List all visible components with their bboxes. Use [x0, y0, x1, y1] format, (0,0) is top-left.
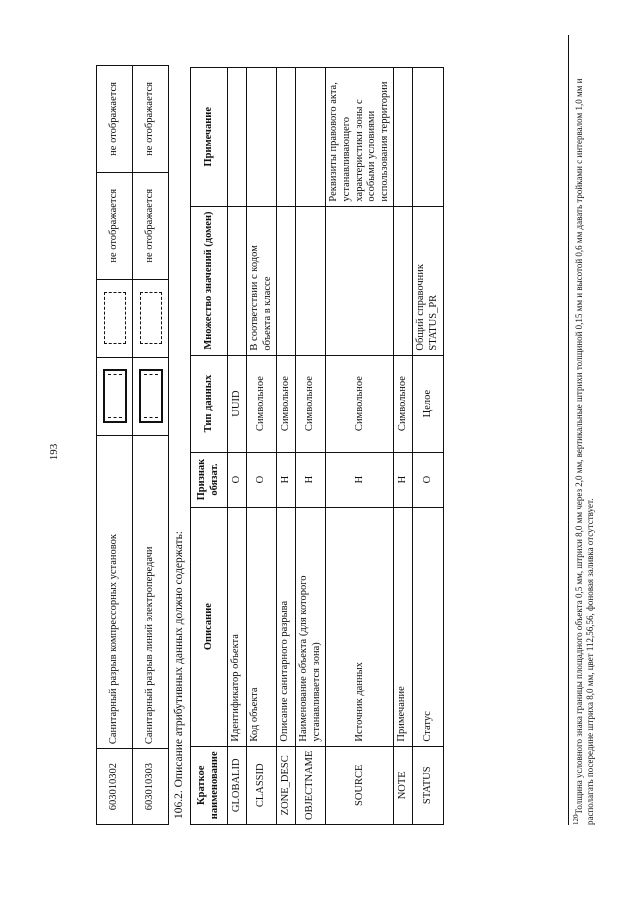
boundary-symbol-icon [139, 369, 163, 423]
attr-domain [228, 206, 247, 355]
attr-domain [296, 206, 326, 355]
attr-type: Символьное [296, 355, 326, 452]
table-header-row [191, 68, 228, 825]
attr-short-name: GLOBALID [228, 746, 247, 824]
attr-required: Н [326, 452, 394, 507]
attr-note [277, 68, 296, 207]
attr-domain [277, 206, 296, 355]
attr-description: Идентификатор объекта [228, 507, 247, 746]
attr-description: Код объекта [247, 507, 277, 746]
boundary-symbol-icon [103, 369, 127, 423]
zone-name: Санитарный разрыв компрессорных установок [97, 435, 133, 748]
footnote [572, 35, 597, 825]
attr-required: О [413, 452, 443, 507]
attr-domain [394, 206, 413, 355]
boundary-symbol-icon [140, 292, 162, 344]
attr-short-name: SOURCE [326, 746, 394, 824]
table-row [394, 68, 413, 825]
table-row [326, 68, 394, 825]
display-cell: не отображается [133, 66, 169, 173]
display-cell: не отображается [133, 172, 169, 279]
attr-type: Символьное [394, 355, 413, 452]
zone-symbol-cell [97, 357, 133, 435]
footnote-divider [568, 35, 569, 825]
attr-note [247, 68, 277, 207]
attr-required: Н [277, 452, 296, 507]
attr-short-name: CLASSID [247, 746, 277, 824]
attr-domain: В соответствии с кодом объекта в классе [247, 206, 277, 355]
display-cell: не отображается [97, 66, 133, 173]
attr-description: Примечание [394, 507, 413, 746]
attr-required: О [247, 452, 277, 507]
column-header: Признак обязат. [191, 452, 228, 507]
attr-description: Описание санитарного разрыва [277, 507, 296, 746]
footnote-text: Толщина условного знака границы площадного объекта 0,5 мм, штрихи 8,0 мм через 2,0 мм, вертикальные штрихи толщиной 0,15 мм и высотой 0,6 мм давать тройками с интервалом 1,0 мм и располагать посередине штриха 8,0 мм, цвет 112,56,56, фоновая заливка отсутствует. [574, 78, 596, 825]
attr-type: Символьное [326, 355, 394, 452]
zone-symbol-cell [97, 279, 133, 357]
attr-type: UUID [228, 355, 247, 452]
attr-note: Реквизиты правового акта, устанавливающего характеристики зоны с особыми условиями использования территории [326, 68, 394, 207]
attr-short-name: STATUS [413, 746, 443, 824]
attr-required: Н [394, 452, 413, 507]
table-row [228, 68, 247, 825]
attr-description: Наименование объекта (для которого устанавливается зона) [296, 507, 326, 746]
attr-description: Источник данных [326, 507, 394, 746]
attr-domain [326, 206, 394, 355]
footnote-marker: 120 [572, 814, 580, 825]
table-row [296, 68, 326, 825]
attr-required: Н [296, 452, 326, 507]
attr-note [296, 68, 326, 207]
column-header: Описание [191, 507, 228, 746]
attr-short-name: OBJECTNAME [296, 746, 326, 824]
attr-type: Символьное [277, 355, 296, 452]
zone-symbol-cell [133, 279, 169, 357]
zone-name: Санитарный разрыв линий электропередачи [133, 435, 169, 748]
table-row [97, 66, 133, 825]
attr-note [394, 68, 413, 207]
attr-short-name: NOTE [394, 746, 413, 824]
boundary-symbol-icon [104, 292, 126, 344]
attr-description: Статус [413, 507, 443, 746]
attr-type: Целое [413, 355, 443, 452]
attr-short-name: ZONE_DESC [277, 746, 296, 824]
column-header: Примечание [191, 68, 228, 207]
table-row [133, 66, 169, 825]
table-row [277, 68, 296, 825]
attr-required: О [228, 452, 247, 507]
attr-note [413, 68, 443, 207]
attr-type: Символьное [247, 355, 277, 452]
page-number: 193 [48, 443, 60, 461]
section-heading: 106.2. Описание атрибутивных данных должно содержать: [173, 530, 185, 819]
attributes-table [190, 67, 444, 825]
column-header: Краткое наименование [191, 746, 228, 824]
zone-symbols-table [96, 65, 169, 825]
zone-symbol-cell [133, 357, 169, 435]
column-header: Множество значений (домен) [191, 206, 228, 355]
attr-domain: Общий справочник STATUS_PR [413, 206, 443, 355]
attr-note [228, 68, 247, 207]
display-cell: не отображается [97, 172, 133, 279]
zone-code: 603010303 [133, 749, 169, 825]
column-header: Тип данных [191, 355, 228, 452]
table-row [247, 68, 277, 825]
zone-code: 603010302 [97, 749, 133, 825]
table-row [413, 68, 443, 825]
